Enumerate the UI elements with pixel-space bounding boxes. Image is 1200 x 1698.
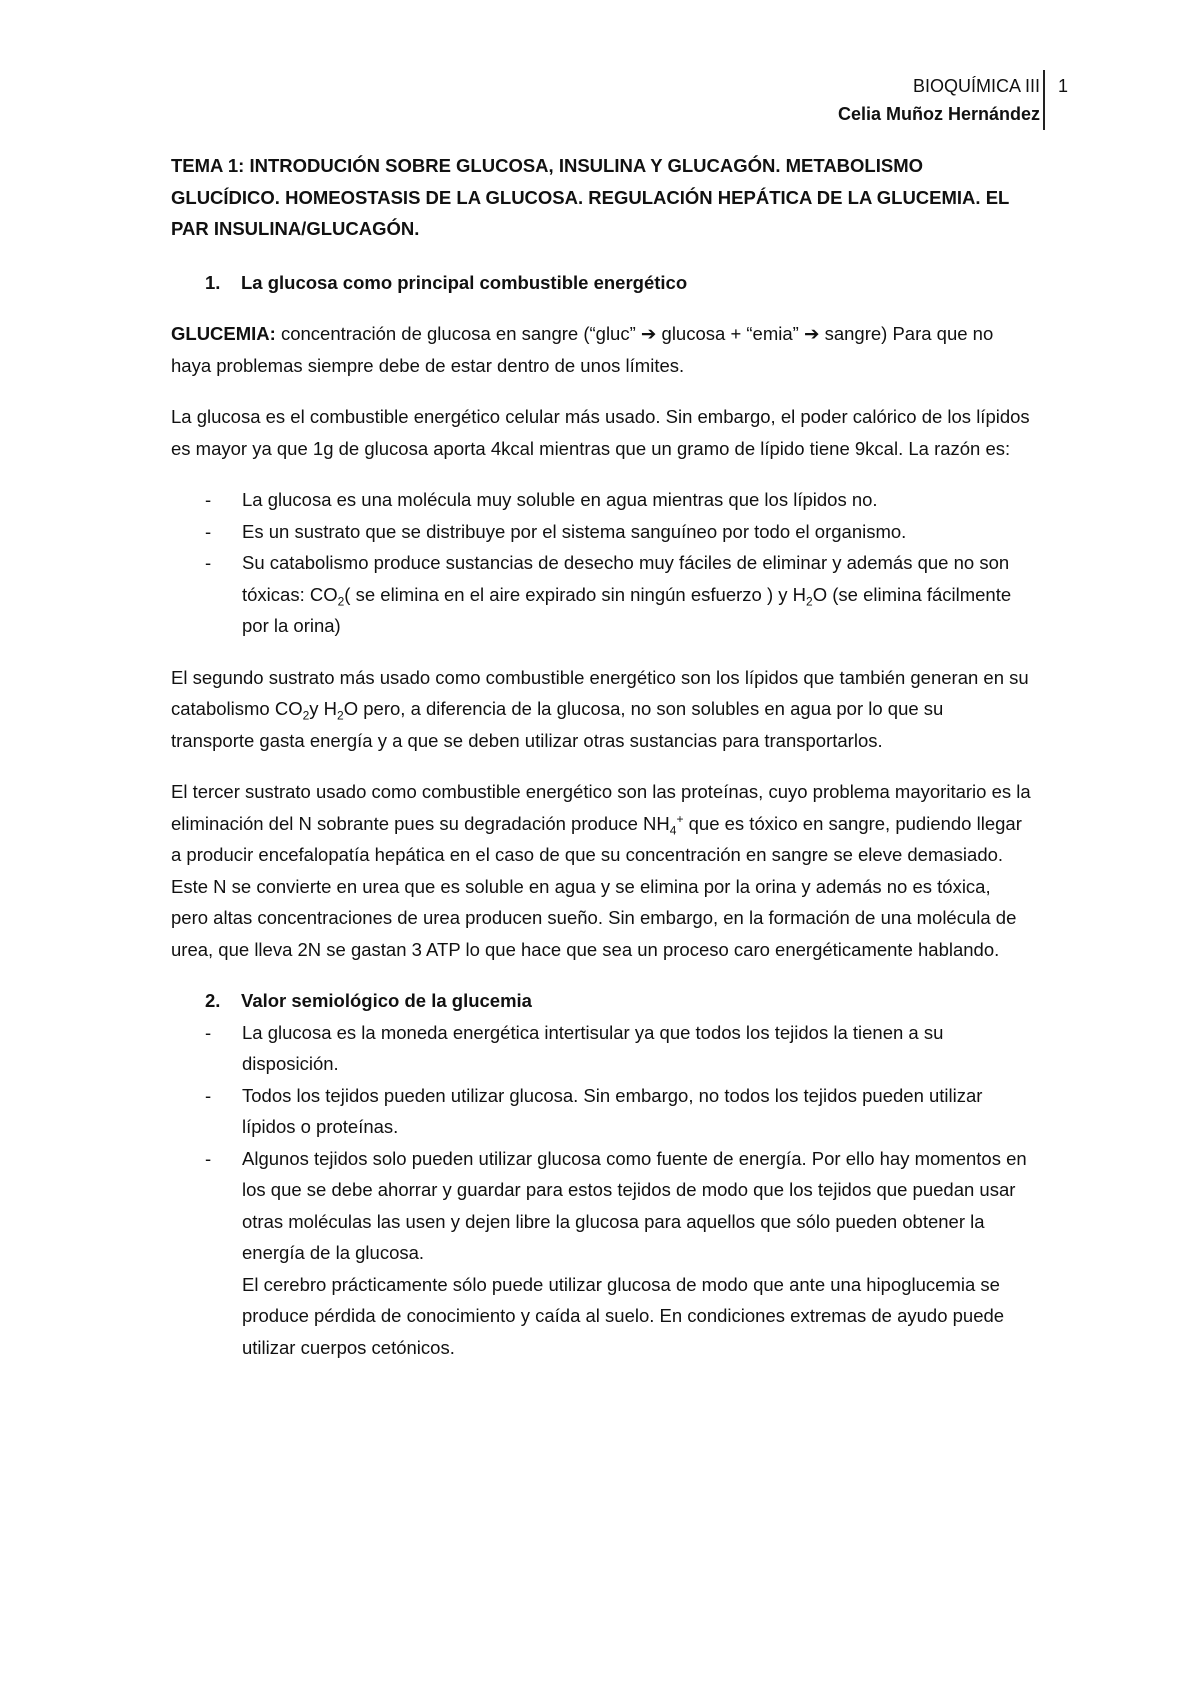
paragraph: La glucosa es el combustible energético celular más usado. Sin embargo, el poder calórico de los lípidos es mayor ya que 1g de glucosa aporta 4kcal mientras que un gramo de lípido tiene 9kcal. La razón es: [171,406,1030,459]
list-continuation: El cerebro prácticamente sólo puede utilizar glucosa de modo que ante una hipoglucemia se produce pérdida de conocimiento y caída al suelo. En condiciones extremas de ayudo puede utilizar cuerpos cetónicos. [242,1273,1005,1358]
document-body [171,150,1031,1383]
bullet-list [171,484,1031,642]
list-item [171,1080,1031,1143]
section-number: 2. [205,990,221,1011]
paragraph [171,776,1031,965]
list-item-text: Todos los tejidos pueden utilizar glucosa. Sin embargo, no todos los tejidos pueden utilizar lípidos o proteínas. [242,1084,983,1137]
text-run: O pero, a diferencia de la glucosa, no son solubles en agua por lo que su transporte gasta energía y a que se deben utilizar otras sustancias para transportarlos. [171,698,944,751]
bullet-dash: - [205,520,212,542]
list-item-text: Es un sustrato que se distribuye por el sistema sanguíneo por todo el organismo. [242,520,907,542]
subscript: 2 [806,594,813,609]
paragraph [171,662,1031,757]
section-heading-1 [171,267,1031,299]
glucemia-def-text: concentración de glucosa en sangre (“gluc” ➔ glucosa + “emia” ➔ sangre) Para que no haya problemas siempre debe de estar dentro de unos límites. [171,323,994,376]
section-title: La glucosa como principal combustible energético [241,271,688,293]
page-header [0,62,1200,132]
list-item [171,1017,1031,1080]
course-name: BIOQUÍMICA III [912,76,1040,96]
section-title: Valor semiológico de la glucemia [241,990,532,1011]
header-divider [1043,70,1045,130]
header-text [838,72,1040,128]
superscript: + [676,811,684,826]
list-item [171,516,1031,548]
bullet-dash: - [205,1084,212,1106]
text-run: Su catabolismo produce sustancias de desecho muy fáciles de eliminar y además que no son tóxicas: CO [242,552,1010,605]
text-run: El tercer sustrato usado como combustible energético son las proteínas, cuyo problema mayoritario es la eliminación del N sobrante pues su degradación produce NH [171,781,1031,834]
glucemia-definition [171,318,1031,381]
text-run: y H [309,698,338,719]
text-run: El segundo sustrato más usado como combustible energético son los lípidos que también generan en su catabolismo CO [171,666,1029,719]
text-run: que es tóxico en sangre, pudiendo llegar a producir encefalopatía hepática en el caso de que su concentración en sangre se eleve demasiado. Este N se convierte en urea que es soluble en agua y se elimina por la orina y además no es tóxica, pero altas concentraciones de urea producen sueño. Sin embargo, en la formación de una molécula de urea, que lleva 2N se gastan 3 ATP lo que hace que sea un proceso caro energéticamente hablando. [171,812,1022,960]
subscript: 2 [302,708,310,723]
subscript: 4 [669,823,677,838]
author-name: Celia Muñoz Hernández [837,104,1040,124]
subscript: 2 [337,708,344,723]
section-heading-2 [171,985,1031,1017]
text-run: O (se elimina fácilmente por la orina) [242,583,1012,636]
list-item [171,547,1031,642]
glucemia-term: GLUCEMIA: [171,323,276,344]
list-item-text: La glucosa es una molécula muy soluble en agua mientras que los lípidos no. [242,489,878,510]
bullet-dash: - [205,552,212,573]
bullet-list [171,1017,1031,1269]
bullet-dash: - [205,1147,212,1169]
text-run: ( se elimina en el aire expirado sin ningún esfuerzo ) y H [344,583,807,605]
list-item-text: Algunos tejidos solo pueden utilizar glucosa como fuente de energía. Por ello hay momentos en los que se debe ahorrar y guardar para estos tejidos de modo que los tejidos que puedan usar otras moléculas las usen y dejen libre la glucosa para aquellos que sólo pueden obtener la energía de la glucosa. [242,1147,1027,1263]
list-item-text: La glucosa es la moneda energética intertisular ya que todos los tejidos la tienen a su disposición. [242,1021,944,1074]
bullet-dash: - [205,489,212,510]
list-item [171,1143,1031,1269]
list-item-text [242,547,1031,642]
subscript: 2 [337,594,345,609]
section-number: 1. [205,271,221,293]
page-number: 1 [1058,76,1069,96]
list-item [171,484,1031,516]
document-title: TEMA 1: INTRODUCIÓN SOBRE GLUCOSA, INSULINA Y GLUCAGÓN. METABOLISMO GLUCÍDICO. HOMEOSTASIS DE LA GLUCOSA. REGULACIÓN HEPÁTICA DE LA GLUCEMIA. EL PAR INSULINA/GLUCAGÓN. [171,155,1010,239]
bullet-dash: - [205,1021,212,1043]
